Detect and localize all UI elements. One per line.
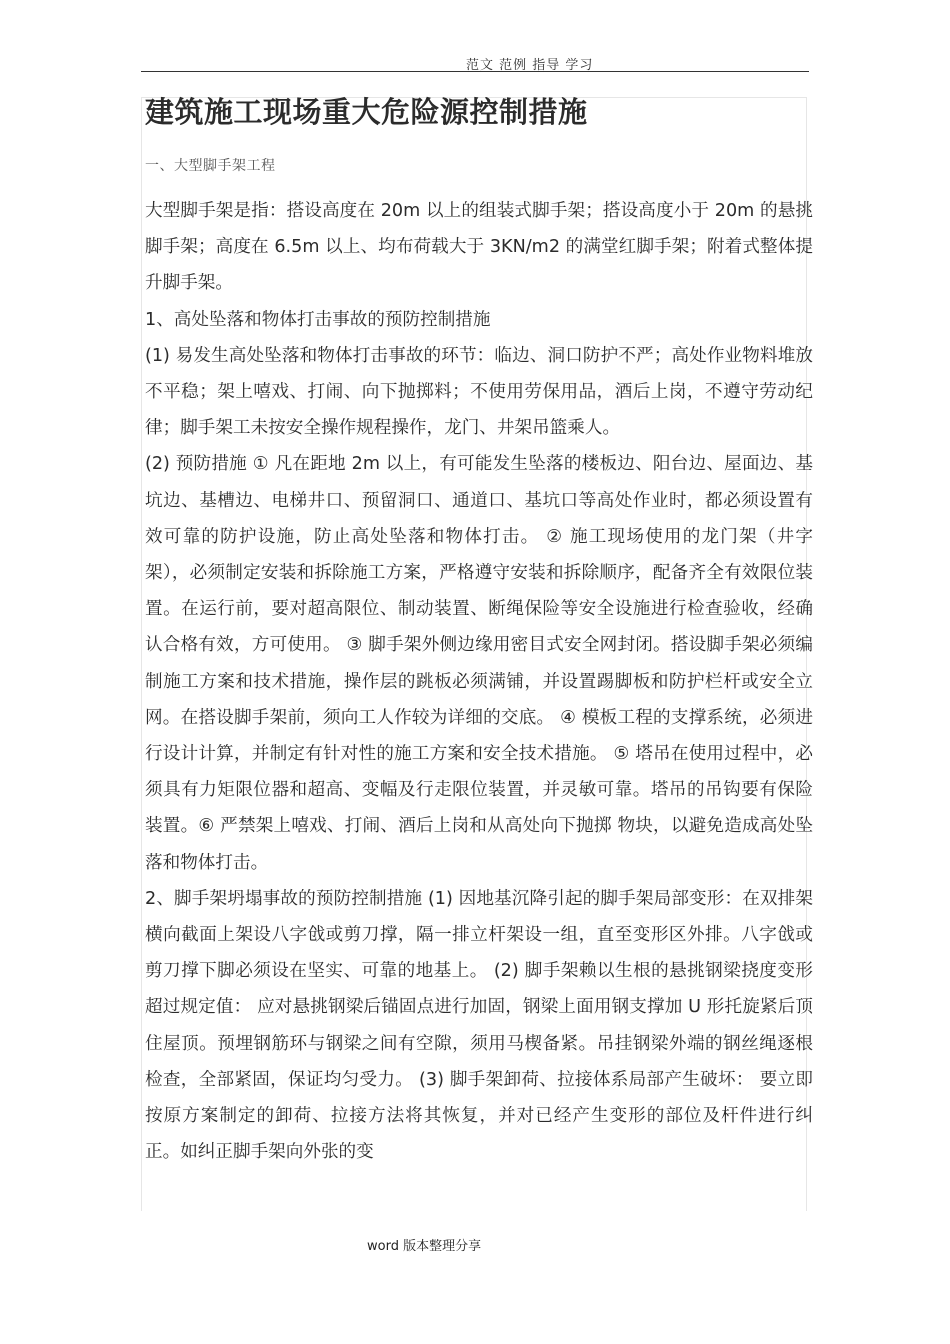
- paragraph-prevention: (2) 预防措施 ① 凡在距地 2m 以上，有可能发生坠落的楼板边、阳台边、屋面边、基坑边、基槽边、电梯井口、预留洞口、通道口、基坑口等高处作业时，都必须设置有效可靠的防护设施，防止高处坠落和物体打击。 ② 施工现场使用的龙门架（井字架），必须制定安装和拆除施工方案，严格遵守安装和拆除顺序，配备齐全有效限位装置。在运行前，要对超高限位、制动装置、断绳保险等安全设施进行检查验收，经确认合格有效，方可使用。 ③ 脚手架外侧边缘用密目式安全网封闭。搭设脚手架必须编制施工方案和技术措施，操作层的跳板必须满铺，并设置踢脚板和防护栏杆或安全立网。在搭设脚手架前，须向工人作较为详细的交底。 ④ 模板工程的支撑系统，必须进行设计计算，并制定有针对性的施工方案和安全技术措施。 ⑤ 塔吊在使用过程中，必须具有力矩限位器和超高、变幅及行走限位装置，并灵敏可靠。塔吊的吊钩要有保险装置。⑥ 严禁架上嘻戏、打闹、酒后上岗和从高处向下抛掷 物块，以避免造成高处坠落和物体打击。: [145, 454, 813, 873]
- document-body: [145, 90, 813, 1170]
- document-title: 建筑施工现场重大危险源控制措施: [145, 95, 588, 129]
- paragraph-heading-1: 1、高处坠落和物体打击事故的预防控制措施: [145, 309, 491, 330]
- page-footer: word 版本整理分享: [367, 1239, 482, 1254]
- paragraph-collapse: 2、脚手架坍塌事故的预防控制措施 (1) 因地基沉降引起的脚手架局部变形：在双排架横向截面上架设八字戗或剪刀撑，隔一排立杆架设一组，直至变形区外排。八字戗或剪刀撑下脚必须设在坚实、可靠的地基上。 (2) 脚手架赖以生根的悬挑钢梁挠度变形超过规定值： 应对悬挑钢梁后锚固点进行加固，钢梁上面用钢支撑加 U 形托旋紧后顶住屋顶。预埋钢筋环与钢梁之间有空隙，须用马楔备紧。吊挂钢梁外端的钢丝绳逐根检查，全部紧固，保证均匀受力。 (3) 脚手架卸荷、拉接体系局部产生破坏： 要立即按原方案制定的卸荷、拉接方法将其恢复，并对已经产生变形的部位及杆件进行纠正。如纠正脚手架向外张的变: [145, 888, 813, 1163]
- paragraph-risk-points: (1) 易发生高处坠落和物体打击事故的环节：临边、洞口防护不严；高处作业物料堆放不平稳；架上嘻戏、打闹、向下抛掷料；不使用劳保用品，酒后上岗，不遵守劳动纪律；脚手架工未按安全操作规程操作，龙门、井架吊篮乘人。: [145, 345, 813, 439]
- header-rule: [141, 71, 809, 72]
- body-text: [145, 193, 813, 1170]
- section-heading: 一、大型脚手架工程: [145, 158, 276, 174]
- page-header: 范文 范例 指导 学习: [466, 58, 594, 73]
- paragraph-definition: 大型脚手架是指：搭设高度在 20m 以上的组装式脚手架；搭设高度小于 20m 的悬挑脚手架；高度在 6.5m 以上、均布荷载大于 3KN/m2 的满堂红脚手架；附着式整体提升脚手架。: [145, 201, 813, 294]
